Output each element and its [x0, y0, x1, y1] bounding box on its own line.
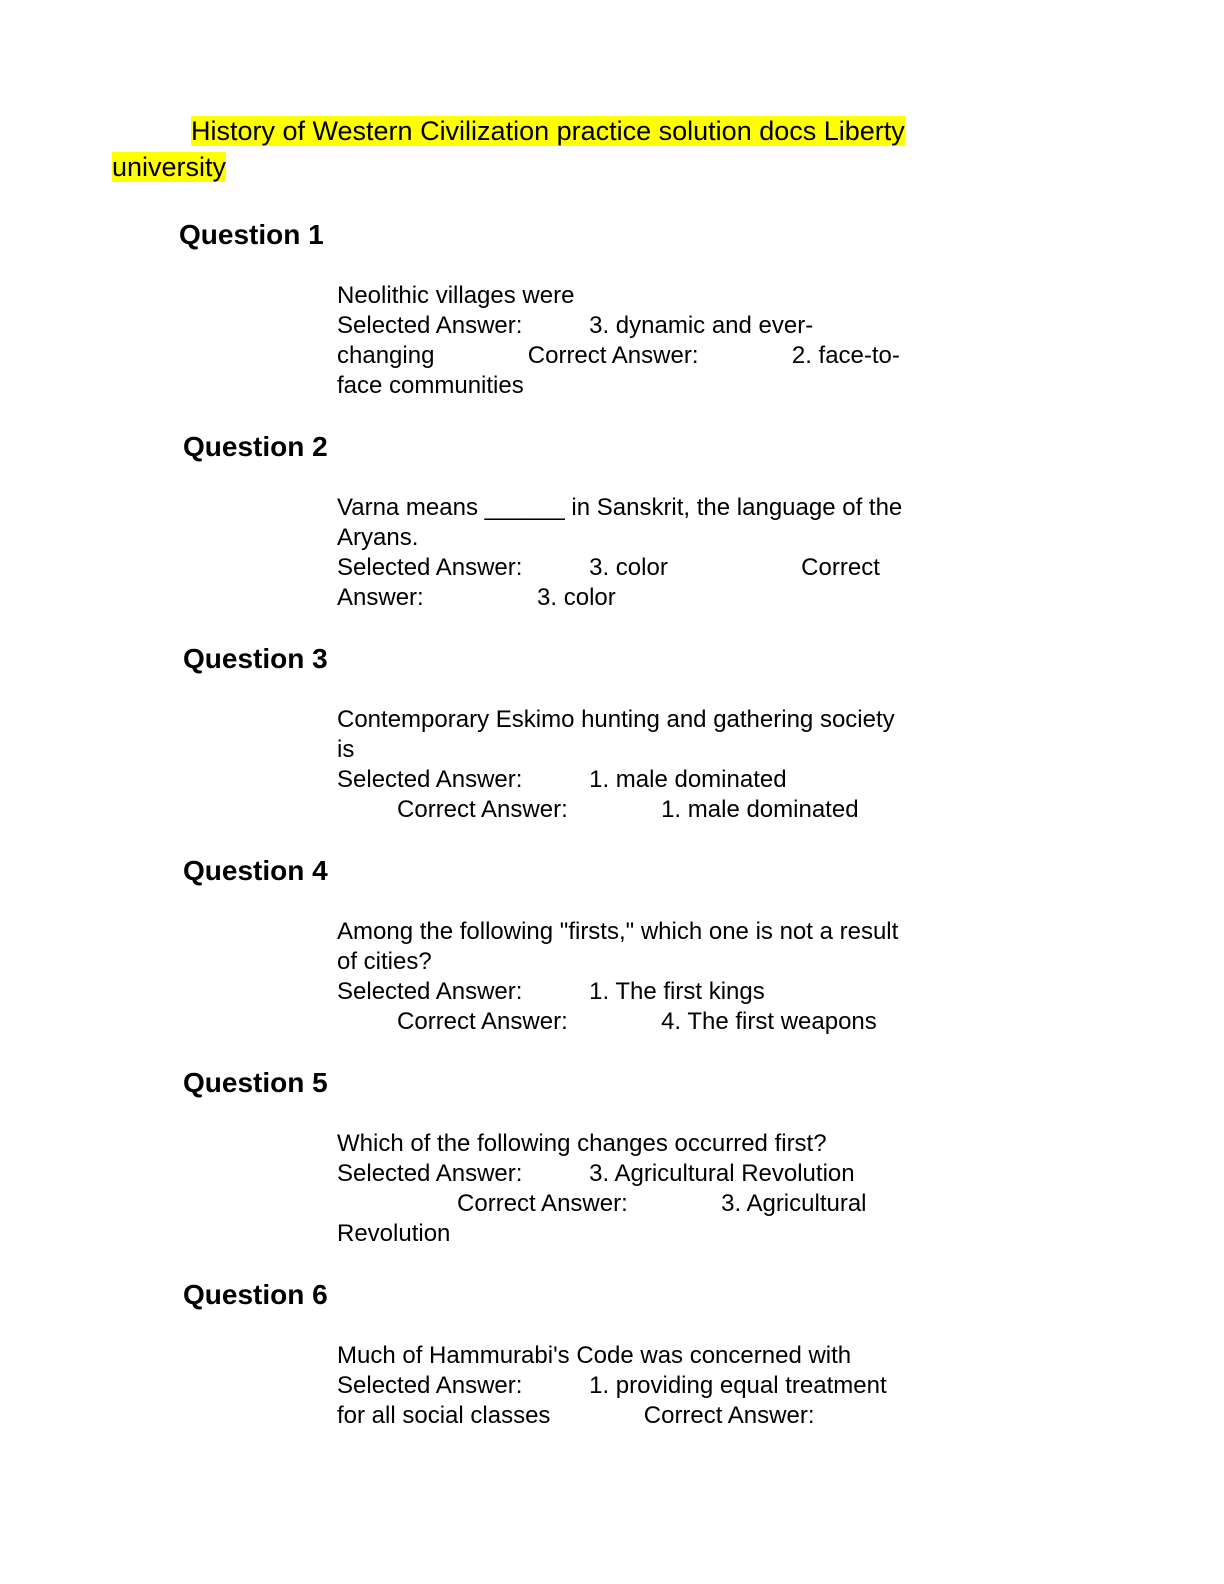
question-5-heading: Question 5	[183, 1067, 328, 1098]
question-2-body: Varna means ______ in Sanskrit, the language of the Aryans. Selected Answer: 3. color Correct Answer: 3. color	[337, 494, 903, 611]
question-3-heading: Question 3	[183, 643, 328, 674]
document-title	[112, 113, 992, 185]
question-3-body: Contemporary Eskimo hunting and gathering society is Selected Answer: 1. male dominated Correct Answer: 1. male dominated	[337, 706, 895, 823]
question-6-heading: Question 6	[183, 1279, 328, 1310]
question-2-heading: Question 2	[183, 431, 328, 462]
question-6-body: Much of Hammurabi's Code was concerned with Selected Answer: 1. providing equal treatment for all social classes Correct Answer:	[337, 1342, 887, 1429]
document-title-highlight: History of Western Civilization practice solution docs Liberty university	[112, 116, 905, 182]
question-4-body: Among the following "firsts," which one is not a result of cities? Selected Answer: 1. The first kings Correct Answer: 4. The first weapons	[337, 918, 899, 1035]
question-5-body: Which of the following changes occurred first? Selected Answer: 3. Agricultural Revolution Correct Answer: 3. Agricultural Revolution	[337, 1130, 867, 1247]
question-1-heading: Question 1	[179, 219, 324, 250]
question-4-heading: Question 4	[183, 855, 328, 886]
question-1-body: Neolithic villages were Selected Answer: 3. dynamic and ever- changing Correct Answer: 2. face-to- face communities	[337, 282, 900, 399]
